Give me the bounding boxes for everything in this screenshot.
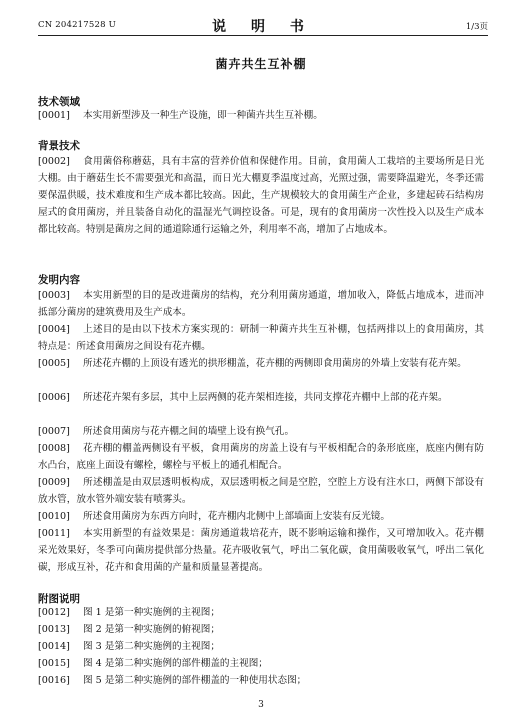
paragraph [38,440,484,474]
paragraph-number: [0004] [38,324,70,335]
paragraph-number: [0012] [38,607,70,618]
paragraph-number: [0001] [38,110,70,121]
section-heading: 附图说明 [38,593,80,605]
paragraph [38,672,484,689]
paragraph-text: 所述棚盖是由双层透明板构成，双层透明板之间是空腔，空腔上方设有注水口，两侧下部设有放水管，放水管外端安装有喷雾头。 [38,477,484,505]
paragraph-text: 所述花卉棚的上顶设有透光的拱形棚盖，花卉棚的两侧即食用菌房的外墙上安装有花卉架。 [83,358,467,369]
paragraph [38,153,484,238]
paragraph-text: 所述食用菌房与花卉棚之间的墙壁上设有换气孔。 [83,426,295,437]
page-header [38,16,488,35]
paragraph [38,604,484,621]
paragraph-text: 本实用新型的目的是改进菌房的结构，充分利用菌房通道，增加收入，降低占地成本，进而冲抵部分菌房的建筑费用及生产成本。 [38,290,484,318]
patent-number: CN 204217528 U [38,20,116,30]
paragraph [38,107,484,124]
paragraph [38,655,484,672]
paragraph-text: 图 2 是第一种实施例的俯视图； [83,624,220,635]
paragraph-number: [0002] [38,156,70,167]
paragraph [38,508,484,525]
paragraph [38,474,484,508]
paragraph-text: 图 3 是第二种实施例的主视图； [83,641,220,652]
paragraph-number: [0006] [38,392,70,403]
paragraph-number: [0009] [38,477,70,488]
paragraph-number: [0015] [38,658,70,669]
page-title: 菌卉共生互补棚 [215,57,307,71]
page-indicator: 1/3页 [465,22,488,32]
section-heading: 发明内容 [38,274,80,286]
paragraph-text: 图 5 是第二种实施例的部件棚盖的一种使用状态图； [83,675,307,686]
paragraph-number: [0014] [38,641,70,652]
paragraph-number: [0003] [38,290,70,301]
paragraph-text: 图 1 是第一种实施例的主视图； [83,607,220,618]
paragraph-number: [0005] [38,358,70,369]
paragraph-number: [0008] [38,443,70,454]
paragraph-text: 上述目的是由以下技术方案实现的：研制一种菌卉共生互补棚，包括两排以上的食用菌房，其特点是：所述食用菌房之间设有花卉棚。 [38,324,484,352]
paragraph-number: [0016] [38,675,70,686]
paragraph-text: 所述食用菌房为东西方向时，花卉棚内北侧中上部墙面上安装有反光镜。 [83,511,390,522]
paragraph [38,423,484,440]
paragraph-text: 花卉棚的棚盖两侧设有平板，食用菌房的房盖上设有与平板相配合的条形底座，底座内侧有防水凸台，底座上面设有螺栓，螺栓与平板上的通孔相配合。 [38,443,484,471]
paragraph-number: [0007] [38,426,70,437]
section-heading: 技术领域 [38,96,80,108]
paragraph-number: [0013] [38,624,70,635]
page-number: 3 [258,700,264,710]
paragraph-text: 图 4 是第二种实施例的部件棚盖的主视图； [83,658,268,669]
paragraph-number: [0010] [38,511,70,522]
paragraph-text: 食用菌俗称蘑菇，具有丰富的营养价值和保健作用。目前，食用菌人工栽培的主要场所是日光大棚。由于蘑菇生长不需要强光和高温，而日光大棚夏季温度过高，光照过强，需要降温避光，冬季还需要保温供暖，技术难度和生产成本都比较高。因此，生产规模较大的食用菌生产企业，多建起砖石结构房屋式的食用菌房，并且装备自动化的温湿光气调控设备。可是，现有的食用菌房一次性投入以及生产成本都比较高。特别是菌房之间的通道除通行运输之外，利用率不高，增加了占地成本。 [38,156,484,235]
paragraph [38,638,484,655]
document-type: 说 明 书 [212,19,314,35]
header-divider [38,35,488,36]
paragraph [38,321,484,355]
paragraph [38,389,484,406]
paragraph [38,525,484,576]
paragraph-number: [0011] [38,528,70,539]
paragraph [38,355,484,372]
paragraph-text: 本实用新型的有益效果是：菌房通道栽培花卉，既不影响运输和操作，又可增加收入。花卉棚采光效果好，冬季可向菌房提供部分热量。花卉吸收氧气，呼出二氧化碳，食用菌吸收氧气，呼出二氧化碳，形成互补，花卉和食用菌的产量和质量显著提高。 [38,528,484,573]
paragraph-text: 本实用新型涉及一种生产设施，即一种菌卉共生互补棚。 [83,110,323,121]
paragraph-text: 所述花卉架有多层，其中上层两侧的花卉架相连接，共同支撑花卉棚中上部的花卉架。 [83,392,448,403]
paragraph [38,621,484,638]
section-heading: 背景技术 [38,140,80,152]
paragraph [38,287,484,321]
